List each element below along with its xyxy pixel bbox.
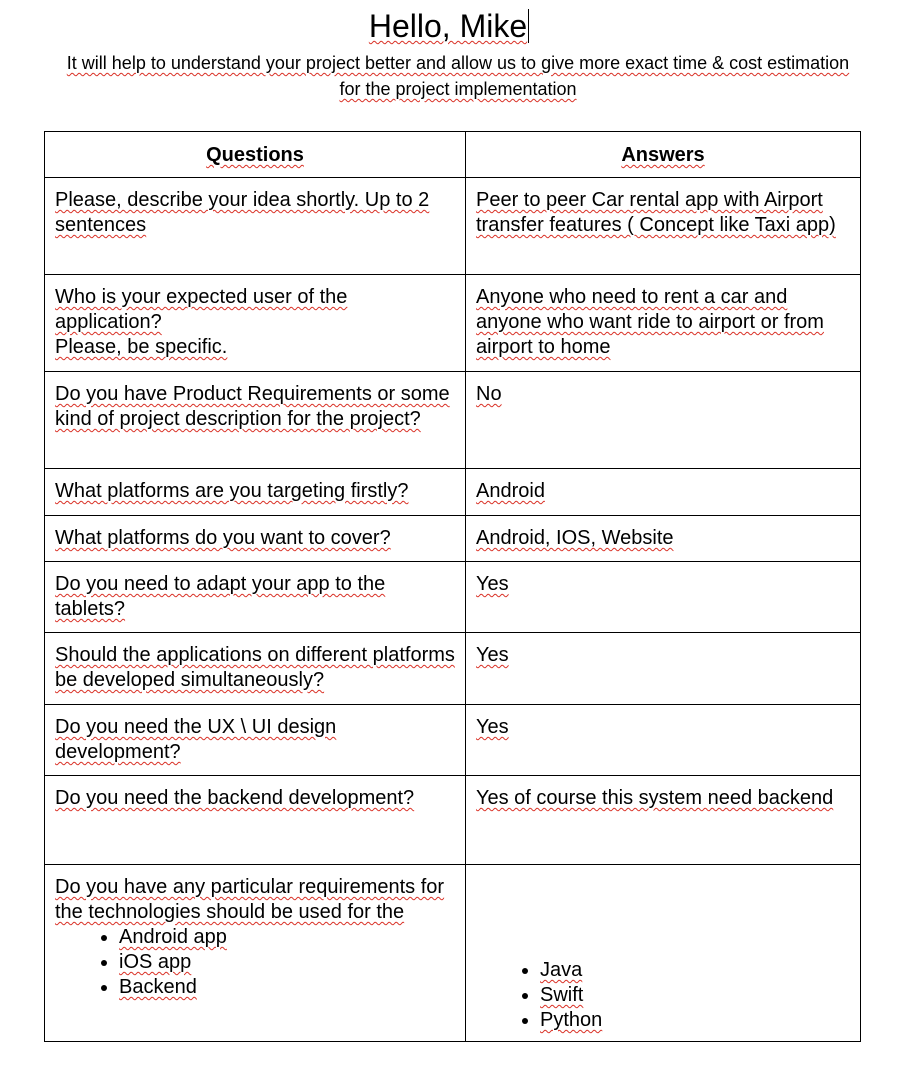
table-row <box>45 469 861 516</box>
table-header-row <box>45 132 861 178</box>
answer-cell[interactable]: Android <box>466 469 861 516</box>
question-cell[interactable]: Please, describe your idea shortly. Up to 2 sentences <box>45 178 466 275</box>
table-row <box>45 562 861 633</box>
platform-bullet-list <box>55 925 457 1000</box>
answer-cell[interactable] <box>466 865 861 1042</box>
answer-cell[interactable]: Peer to peer Car rental app with Airport transfer features ( Concept like Taxi app) <box>466 178 861 275</box>
table-row <box>45 705 861 776</box>
list-item: • Swift <box>540 983 852 1008</box>
question-cell[interactable]: Do you need the backend development? <box>45 776 466 865</box>
table-row <box>45 372 861 469</box>
table-row <box>45 633 861 705</box>
table-row <box>45 776 861 865</box>
text-cursor <box>528 9 529 43</box>
list-item: • Backend <box>119 975 457 1000</box>
table-body <box>45 178 861 1042</box>
table-row <box>45 178 861 275</box>
list-item: • Android app <box>119 925 457 950</box>
table-row <box>45 275 861 372</box>
answer-cell[interactable]: Yes <box>466 705 861 776</box>
document-title[interactable] <box>0 4 898 48</box>
technology-bullet-list <box>476 958 852 1033</box>
question-cell[interactable]: Do you need the UX \ UI design development? <box>45 705 466 776</box>
answer-cell[interactable]: Yes <box>466 562 861 633</box>
question-cell[interactable]: Do you have Product Requirements or some kind of project description for the project? <box>45 372 466 469</box>
document-subtitle: It will help to understand your project better and allow us to give more exact time & cost estimation for the project implementation <box>66 53 850 99</box>
questions-header: Questions <box>45 132 466 178</box>
list-item: • Python <box>540 1008 852 1033</box>
questionnaire-table <box>44 131 861 1042</box>
answer-cell[interactable]: No <box>466 372 861 469</box>
question-cell[interactable]: Do you need to adapt your app to the tablets? <box>45 562 466 633</box>
question-cell[interactable]: Do you have any particular requirements for the technologies should be used for the • Android app • iOS app • Backend <box>45 865 466 1042</box>
answer-cell[interactable]: Android, IOS, Website <box>466 516 861 562</box>
answer-cell[interactable]: Yes <box>466 633 861 705</box>
question-cell[interactable]: Should the applications on different platforms be developed simultaneously? <box>45 633 466 705</box>
table-row-technologies <box>45 865 861 1042</box>
title-text: Hello, Mike <box>368 8 528 44</box>
question-cell[interactable]: What platforms do you want to cover? <box>45 516 466 562</box>
answer-cell[interactable]: Anyone who need to rent a car and anyone who want ride to airport or from airport to home <box>466 275 861 372</box>
list-item: • iOS app <box>119 950 457 975</box>
answer-cell[interactable]: Yes of course this system need backend <box>466 776 861 865</box>
answers-header: Answers <box>466 132 861 178</box>
list-item: • Java <box>540 958 852 983</box>
question-cell[interactable]: Who is your expected user of the application? Please, be specific. <box>45 275 466 372</box>
table-row <box>45 516 861 562</box>
question-cell[interactable]: What platforms are you targeting firstly? <box>45 469 466 516</box>
